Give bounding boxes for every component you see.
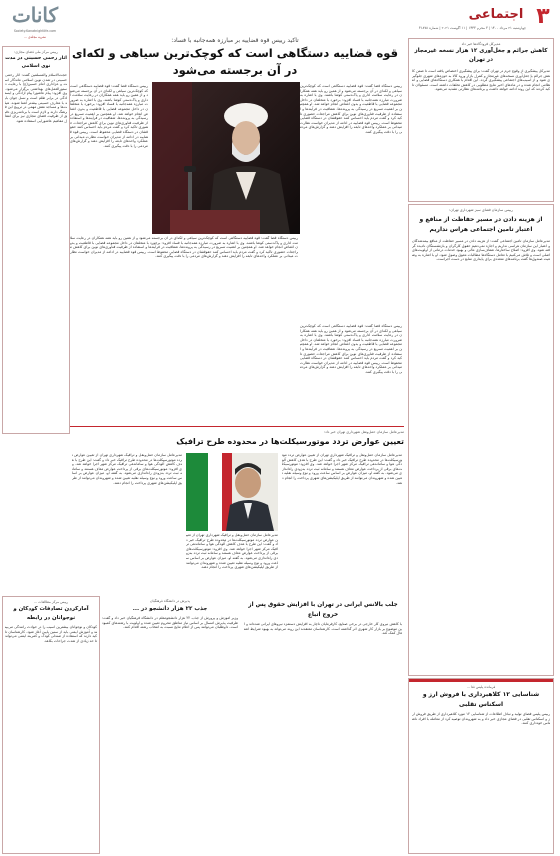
bottom-article-2-kicker: پذیرش در دانشگاه فرهنگیان — [150, 599, 190, 603]
left-column-body: حجت‌الاسلام والمسلمین گفت: آثار رحمی حسینی در تمدن نوین اسلامی ماندگار است و عزاداری امام حسین(ع) با رعایت دستورالعمل‌های بهداشتی برگزار می‌شود. وی افزود: پیام عاشورا پیام آزادگی و ایستادگی در برابر ظلم است و نسل جوان باید با معارف حسینی بیشتر آشنا شوند. هیئت‌ها و مساجد نقش مهمی در ترویج این فرهنگ دارند و لازم است با برنامه‌ریزی دقیق از ظرفیت فضای مجازی نیز برای انتقال مفاهیم عاشورایی استفاده شود. — [5, 73, 67, 123]
top-right-body: مدیرکل پیشگیری از وقوع جرم در تهران گفت: برای پیشگیری اختصاص یافته است تا ضمن کاهش جرائم با جعل‌آوری نسخه‌های غیرمجاز و کنترل بازار ورود کالا به حوزه‌های شهری جلوگیری شود و از آسیب‌های اجتماعی پیشگیری گردد. این اقدام با همکاری دستگاه‌های قضایی و انتظامی انجام شده و در ماه‌های اخیر نتایج مطلوبی در کاهش تخلفات داشته است. مسئولان تاکید کردند که این روند ادامه خواهد داشت و برنامه‌های نظارتی تشدید می‌شود. — [412, 69, 550, 92]
bottom-article-4 — [408, 678, 554, 854]
bottom-article-2-body: وزیر آموزش و پرورش از جذب ۲۲ هزار دانشجومعلم در دانشگاه فرهنگیان خبر داد و گفت: ظرفیت پذیرش امسال بر اساس نیاز مناطق محروم تعیین شده و اولویت با رشته‌های کمبود است. داوطلبان می‌توانند پس از اعلام نتایج نسبت به انتخاب رشته اقدام کنند. — [102, 616, 238, 630]
traffic-article — [70, 426, 404, 593]
left-column-headline: آثار رحمی حسینی در مدت نوی اسلامی — [5, 56, 67, 69]
section-title: اجتماعی — [468, 7, 524, 22]
bottom-article-3-body: با کاهش نیروی کار خارجی در برخی صنایع، کارفرمایان ناچار به افزایش دستمزد نیروهای ایرانی شده‌اند و این موضوع بر بازار کار شهری اثر گذاشته است. کارشناسان معتقدند این روند می‌تواند به بهبود شرایط اشتغال کمک کند. — [244, 622, 402, 636]
bottom-article-4-headline: شناسایی ۱۲ کلاهبرداری با فروش ارز و اسکناس تقلبی — [422, 691, 540, 708]
right-mid-kicker: رییس سازمان فضای سبز شهرداری تهران: — [449, 208, 513, 212]
traffic-photo — [186, 453, 278, 531]
traffic-body-col3: مدیرعامل سازمان حمل‌ونقل و ترافیک شهرداری تهران از تعیین عوارض تردد موتورسیکلت‌ها در محدوده طرح ترافیک خبر داد و گفت: این طرح با هدف کاهش آلودگی هوا و ساماندهی ترافیک مرکز شهر اجرا خواهد شد. وی افزود: موتورسیکلت‌های برقی از پرداخت عوارض معاف هستند و سامانه ثبت تردد به‌زودی راه‌اندازی می‌شود. به گفته او، میزان عوارض بر اساس ساعت ورود و نوع وسیله نقلیه تعیین شده و شهروندان می‌توانند از طریق اپلیکیشن‌های شهری پرداخت را انجام دهند. — [186, 533, 278, 570]
traffic-headline: تعیین عوارض تردد موتورسیکلت‌ها در محدوده طرح ترافیک — [176, 437, 404, 446]
bottom-article-4-kicker: فرمانده پلیس فتا ... — [466, 685, 496, 689]
main-photo — [152, 82, 300, 234]
masthead-logo — [2, 2, 68, 44]
traffic-body-col2: مدیرعامل سازمان حمل‌ونقل و ترافیک شهرداری تهران از تعیین عوارض تردد موتورسیکلت‌ها در محدوده طرح ترافیک خبر داد و گفت: این طرح با هدف کاهش آلودگی هوا و ساماندهی ترافیک مرکز شهر اجرا خواهد شد. وی افزود: موتورسیکلت‌های برقی از پرداخت عوارض معاف هستند و سامانه ثبت تردد به‌زودی راه‌اندازی می‌شود. به گفته او، میزان عوارض بر اساس ساعت ورود و نوع وسیله نقلیه تعیین شده و شهروندان می‌توانند از طریق اپلیکیشن‌های شهری پرداخت را انجام دهند. — [72, 453, 182, 485]
bottom-article-1 — [2, 596, 100, 854]
bottom-article-1-headline: آمارکردن تصادفات کودکان و نوجوانان در رابطه — [13, 606, 89, 621]
main-article-body-col2: رییس دستگاه قضا گفت: قوه قضاییه دستگاهی است که کوچک‌ترین سیاهی و لکه‌ای در آن برجسته می‌شود و از همین رو باید همه همکاران در رعایت سلامت اداری و پاک‌دستی کوشا باشند. وی با اشاره به ضرورت مبارزه همه‌جانبه با فساد افزود: برخورد با متخلفان در داخل مجموعه قضایی با قاطعیت و بدون اغماض انجام خواهد شد. او همچنین بر اهمیت تسریع در رسیدگی به پرونده‌ها، شفافیت در فرآیندها و استفاده از ظرفیت فناوری‌های نوین برای کاهش مراجعات حضوری تاکید کرد و گفت مردم باید احساس کنند حقوقشان در دستگاه قضایی محفوظ است. رییس قوه قضاییه در ادامه از مدیران خواست نظارت میدانی بر عملکرد واحدهای تابعه را افزایش دهند و گزارش‌های مردمی را با دقت پیگیری کنند. — [70, 84, 148, 148]
top-right-headline: کاهش جرائم و جعل‌آوری ۱۲ هزار نسخه غیرمجاز در تهران — [414, 48, 548, 63]
bottom-article-3 — [242, 596, 404, 852]
main-article-body-col1: رییس دستگاه قضا گفت: قوه قضاییه دستگاهی است که کوچک‌ترین سیاهی و لکه‌ای در آن برجسته می‌شود و از همین رو باید همه همکاران در رعایت سلامت اداری و پاک‌دستی کوشا باشند. وی با اشاره به ضرورت مبارزه همه‌جانبه با فساد افزود: برخورد با متخلفان در داخل مجموعه قضایی با قاطعیت و بدون اغماض انجام خواهد شد. او همچنین بر اهمیت تسریع در رسیدگی به پرونده‌ها، شفافیت در فرآیندها و استفاده از ظرفیت فناوری‌های نوین برای کاهش مراجعات حضوری تاکید کرد و گفت مردم باید احساس کنند حقوقشان در دستگاه قضایی محفوظ است. رییس قوه قضاییه در ادامه از مدیران خواست نظارت میدانی بر عملکرد واحدهای تابعه را افزایش دهند و گزارش‌های مردمی را با دقت پیگیری کنند. — [300, 84, 402, 134]
logo-wordmark: کانات — [11, 3, 59, 27]
main-article-headline: قوه قضاییه دستگاهی است که کوچک‌ترین سیاهی و لکه‌ای در آن برجسته می‌شود — [72, 46, 398, 77]
cleric-portrait-image — [152, 82, 300, 234]
main-article-body-col3: رییس دستگاه قضا گفت: قوه قضاییه دستگاهی است که کوچک‌ترین سیاهی و لکه‌ای در آن برجسته می‌شود و از همین رو باید همه همکاران در رعایت سلامت اداری و پاک‌دستی کوشا باشند. وی با اشاره به ضرورت مبارزه همه‌جانبه با فساد افزود: برخورد با متخلفان در داخل مجموعه قضایی با قاطعیت و بدون اغماض انجام خواهد شد. او همچنین بر اهمیت تسریع در رسیدگی به پرونده‌ها، شفافیت در فرآیندها و استفاده از ظرفیت فناوری‌های نوین برای کاهش مراجعات حضوری تاکید کرد و گفت مردم باید احساس کنند حقوقشان در دستگاه قضایی محفوظ است. رییس قوه قضاییه در ادامه از مدیران خواست نظارت میدانی بر عملکرد واحدهای تابعه را افزایش دهند و گزارش‌های مردمی را با دقت پیگیری کنند. — [70, 236, 298, 259]
right-mid-headline: از هزینه دادن در مسیر حفاظت از منافع و اعتبار تامین اجتماعی هراس نداریم — [419, 216, 543, 233]
top-right-kicker: مدیرکل فرودگاه‌ها خبر داد — [461, 42, 501, 46]
bottom-article-1-kicker: رییس مرکز مطالعات ... — [33, 600, 69, 604]
section-header — [399, 4, 554, 34]
bottom-article-2-headline: جذب ۲۲ هزار دانشجو در ... — [132, 606, 208, 612]
traffic-kicker: مدیرعامل سازمان حمل‌ونقل شهرداری تهران خبر داد: — [323, 430, 404, 434]
main-article-kicker: تاکید رییس قوه قضاییه بر مبارزه همه‌جانبه با فساد: — [171, 37, 299, 44]
date-line: چهارشنبه ۲۱ مرداد ۱۴۰۰ | ۳ محرم ۱۴۴۳ | ۱۱ آگوست ۲۰۲۱ | شماره ۳۱۸۷۸ — [418, 26, 526, 30]
top-right-article — [408, 38, 554, 202]
bottom-article-1-body: کودکان و نوجوانان بیشترین آسیب را در حوادث رانندگی می‌بینند و آموزش ایمنی باید از سنین پایین آغاز شود. کارشناسان تاکید دارند که استفاده از صندلی کودک و کمربند ایمنی می‌تواند تا حد زیادی از شدت جراحات بکاهد. — [5, 625, 97, 643]
bottom-article-3-headline: جلب بالانس ایرانی در تهران با افزایش حقوق پس از خروج اتباع — [248, 602, 398, 618]
official-portrait-image — [186, 453, 278, 531]
bottom-article-4-body: رییس پلیس فضای تولید و تبادل اطلاعات از شناسایی ۱۲ مورد کلاهبرداری از طریق فروش ارز و اسکناس تقلبی در فضای مجازی خبر داد و به شهروندان توصیه کرد از معامله با افراد ناشناس خودداری کنند. — [412, 712, 550, 726]
right-mid-article — [408, 204, 554, 676]
right-mid-body: مدیرعامل سازمان تامین اجتماعی گفت: از هزینه دادن در مسیر حفاظت از منافع بیمه‌شدگان و اعتبار این سازمان هراسی نداریم و اجازه نمی‌دهیم حقوق کارگران و بازنشستگان نادیده گرفته شود. وی افزود: اصلاح ساختارها، شفاف‌سازی مالی و بهبود خدمات درمانی از اولویت‌های اصلی است و تلاش می‌کنیم با تعامل دستگاه‌ها مطالبات معوق وصول شود. او با اشاره به وضعیت صندوق‌ها گفت برنامه‌های متعددی برای پایداری منابع در دست اجراست. — [412, 239, 550, 262]
left-column-kicker: رییس مرکز ملی فضای مجازی: — [14, 50, 58, 54]
left-column-article — [2, 46, 70, 434]
site-url: Society.Kanatnightlife.com — [13, 29, 57, 33]
main-article-body-col4: رییس دستگاه قضا گفت: قوه قضاییه دستگاهی است که کوچک‌ترین سیاهی و لکه‌ای در آن برجسته می‌شود و از همین رو باید همه همکاران در رعایت سلامت اداری و پاک‌دستی کوشا باشند. وی با اشاره به ضرورت مبارزه همه‌جانبه با فساد افزود: برخورد با متخلفان در داخل مجموعه قضایی با قاطعیت و بدون اغماض انجام خواهد شد. او همچنین بر اهمیت تسریع در رسیدگی به پرونده‌ها، شفافیت در فرآیندها و استفاده از ظرفیت فناوری‌های نوین برای کاهش مراجعات حضوری تاکید کرد و گفت مردم باید احساس کنند حقوقشان در دستگاه قضایی محفوظ است. رییس قوه قضاییه در ادامه از مدیران خواست نظارت میدانی بر عملکرد واحدهای تابعه را افزایش دهند و گزارش‌های مردمی را با دقت پیگیری کنند. — [300, 324, 402, 374]
traffic-body-col1: مدیرعامل سازمان حمل‌ونقل و ترافیک شهرداری تهران از تعیین عوارض تردد موتورسیکلت‌ها در محدوده طرح ترافیک خبر داد و گفت: این طرح با هدف کاهش آلودگی هوا و ساماندهی ترافیک مرکز شهر اجرا خواهد شد. وی افزود: موتورسیکلت‌های برقی از پرداخت عوارض معاف هستند و سامانه ثبت تردد به‌زودی راه‌اندازی می‌شود. به گفته او، میزان عوارض بر اساس ساعت ورود و نوع وسیله نقلیه تعیین شده و شهروندان می‌توانند از طریق اپلیکیشن‌های شهری پرداخت را انجام دهند. — [282, 453, 402, 485]
logo-tagline: نشریه مجله‌ی ... — [23, 35, 47, 39]
bottom-article-2 — [100, 596, 240, 852]
page-number: ۳ — [536, 4, 550, 29]
accent-rule — [409, 679, 553, 682]
